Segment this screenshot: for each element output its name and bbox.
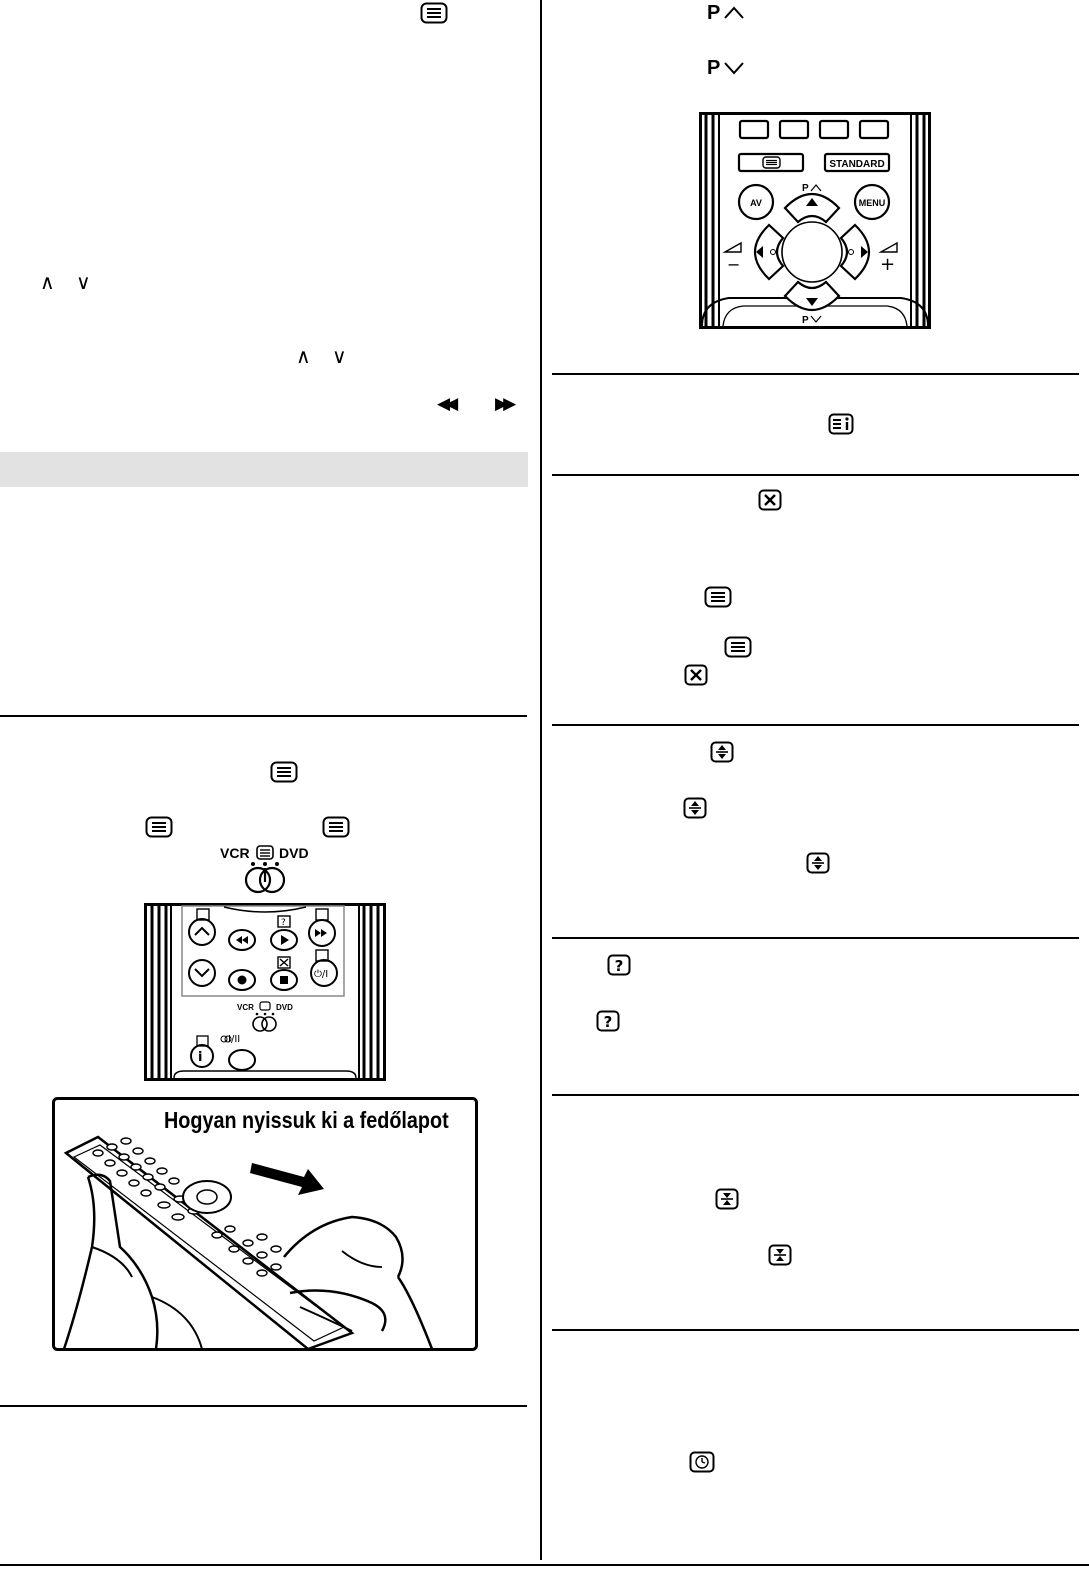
reveal-icon — [596, 1010, 620, 1032]
program-up-label: P — [707, 2, 721, 24]
teletext-icon — [270, 761, 298, 783]
remote-control-illustration — [144, 903, 386, 1081]
remote-control-illustration — [699, 112, 931, 329]
chevron-down-icon — [723, 60, 745, 76]
cover-caption: Hogyan nyissuk ki a fedőlapot — [164, 1107, 449, 1133]
svg-text:?: ? — [281, 918, 286, 928]
up-arrow-icon: ∧ — [40, 270, 55, 294]
section-divider — [0, 1405, 527, 1407]
svg-text:−: − — [727, 255, 741, 274]
teletext-icon — [704, 586, 732, 608]
svg-text:?: ? — [603, 1013, 613, 1031]
svg-text:VCR: VCR — [237, 1003, 254, 1012]
cancel-icon — [758, 489, 782, 511]
index-icon — [828, 413, 854, 435]
cover-opening-illustration — [52, 1097, 478, 1351]
svg-text:+: + — [880, 254, 896, 275]
up-arrow-icon: ∧ — [296, 344, 311, 368]
menu-label: MENU — [858, 198, 886, 208]
svg-text:i: i — [198, 1050, 203, 1065]
vcr-dvd-selector — [215, 842, 325, 894]
teletext-icon — [145, 816, 173, 838]
svg-text:?: ? — [614, 957, 624, 975]
av-label: AV — [750, 198, 762, 208]
chevron-up-icon — [723, 5, 745, 21]
program-down-label: P — [707, 57, 721, 79]
section-divider — [552, 1329, 1079, 1331]
hold-icon — [715, 1188, 739, 1210]
size-icon — [710, 741, 734, 763]
svg-text:I/II: I/II — [228, 1034, 241, 1045]
clock-icon — [689, 1451, 715, 1473]
section-divider — [552, 937, 1079, 939]
dvd-label: DVD — [279, 845, 309, 861]
section-divider — [552, 1094, 1079, 1096]
size-icon — [683, 797, 707, 819]
section-divider — [552, 724, 1079, 726]
rewind-icon: ◀◀ — [437, 394, 454, 414]
standard-label: STANDARD — [829, 159, 885, 170]
fast-forward-icon: ▶▶ — [495, 394, 512, 414]
teletext-icon — [420, 2, 448, 24]
section-header-bar — [0, 452, 528, 487]
page-bottom-rule — [0, 1564, 1089, 1566]
cancel-icon — [684, 664, 708, 686]
vcr-label: VCR — [220, 845, 250, 861]
svg-text:P: P — [802, 183, 809, 194]
down-arrow-icon: ∨ — [332, 344, 347, 368]
section-divider — [0, 715, 527, 717]
section-divider — [552, 373, 1079, 375]
section-divider — [552, 474, 1079, 476]
down-arrow-icon: ∨ — [76, 270, 91, 294]
teletext-icon — [322, 816, 350, 838]
svg-text:P: P — [802, 315, 809, 326]
column-divider — [540, 0, 542, 1560]
teletext-icon — [724, 636, 752, 658]
hold-icon — [768, 1244, 792, 1266]
svg-text:⏻/I: ⏻/I — [314, 969, 329, 980]
reveal-icon — [607, 954, 631, 976]
size-icon — [806, 852, 830, 874]
svg-text:DVD: DVD — [276, 1003, 293, 1012]
